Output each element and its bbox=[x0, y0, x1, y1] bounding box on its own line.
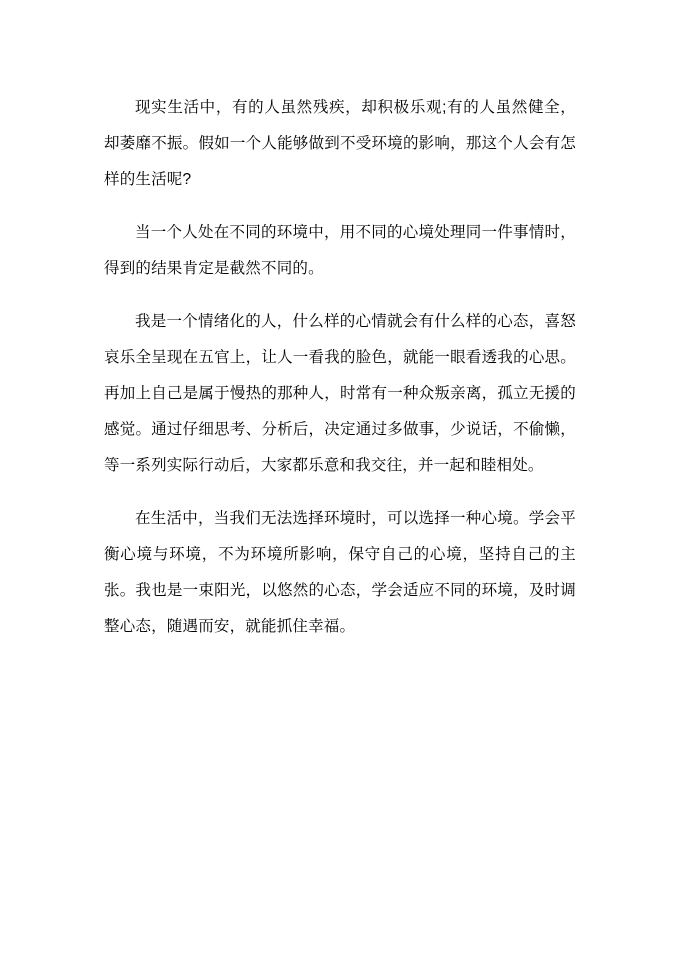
paragraph: 当一个人处在不同的环境中，用不同的心境处理同一件事情时，得到的结果肯定是截然不同的。 bbox=[104, 224, 576, 277]
paragraph: 现实生活中，有的人虽然残疾，却积极乐观;有的人虽然健全，却萎靡不振。假如一个人能够做到不受环境的影响，那这个人会有怎样的生活呢? bbox=[104, 99, 576, 188]
paragraph: 我是一个情绪化的人，什么样的心情就会有什么样的心态，喜怒哀乐全呈现在五官上，让人一看我的脸色，就能一眼看透我的心思。再加上自己是属于慢热的那种人，时常有一种众叛亲离，孤立无援的感觉。通过仔细思考、分析后，决定通过多做事，少说话，不偷懒，等一系列实际行动后，大家都乐意和我交往，并一起和睦相处。 bbox=[104, 313, 576, 474]
essay-body bbox=[104, 90, 576, 645]
paragraph: 在生活中，当我们无法选择环境时，可以选择一种心境。学会平衡心境与环境，不为环境所影响，保守自己的心境，坚持自己的主张。我也是一束阳光，以悠然的心态，学会适应不同的环境，及时调整心态，随遇而安，就能抓住幸福。 bbox=[104, 510, 576, 635]
